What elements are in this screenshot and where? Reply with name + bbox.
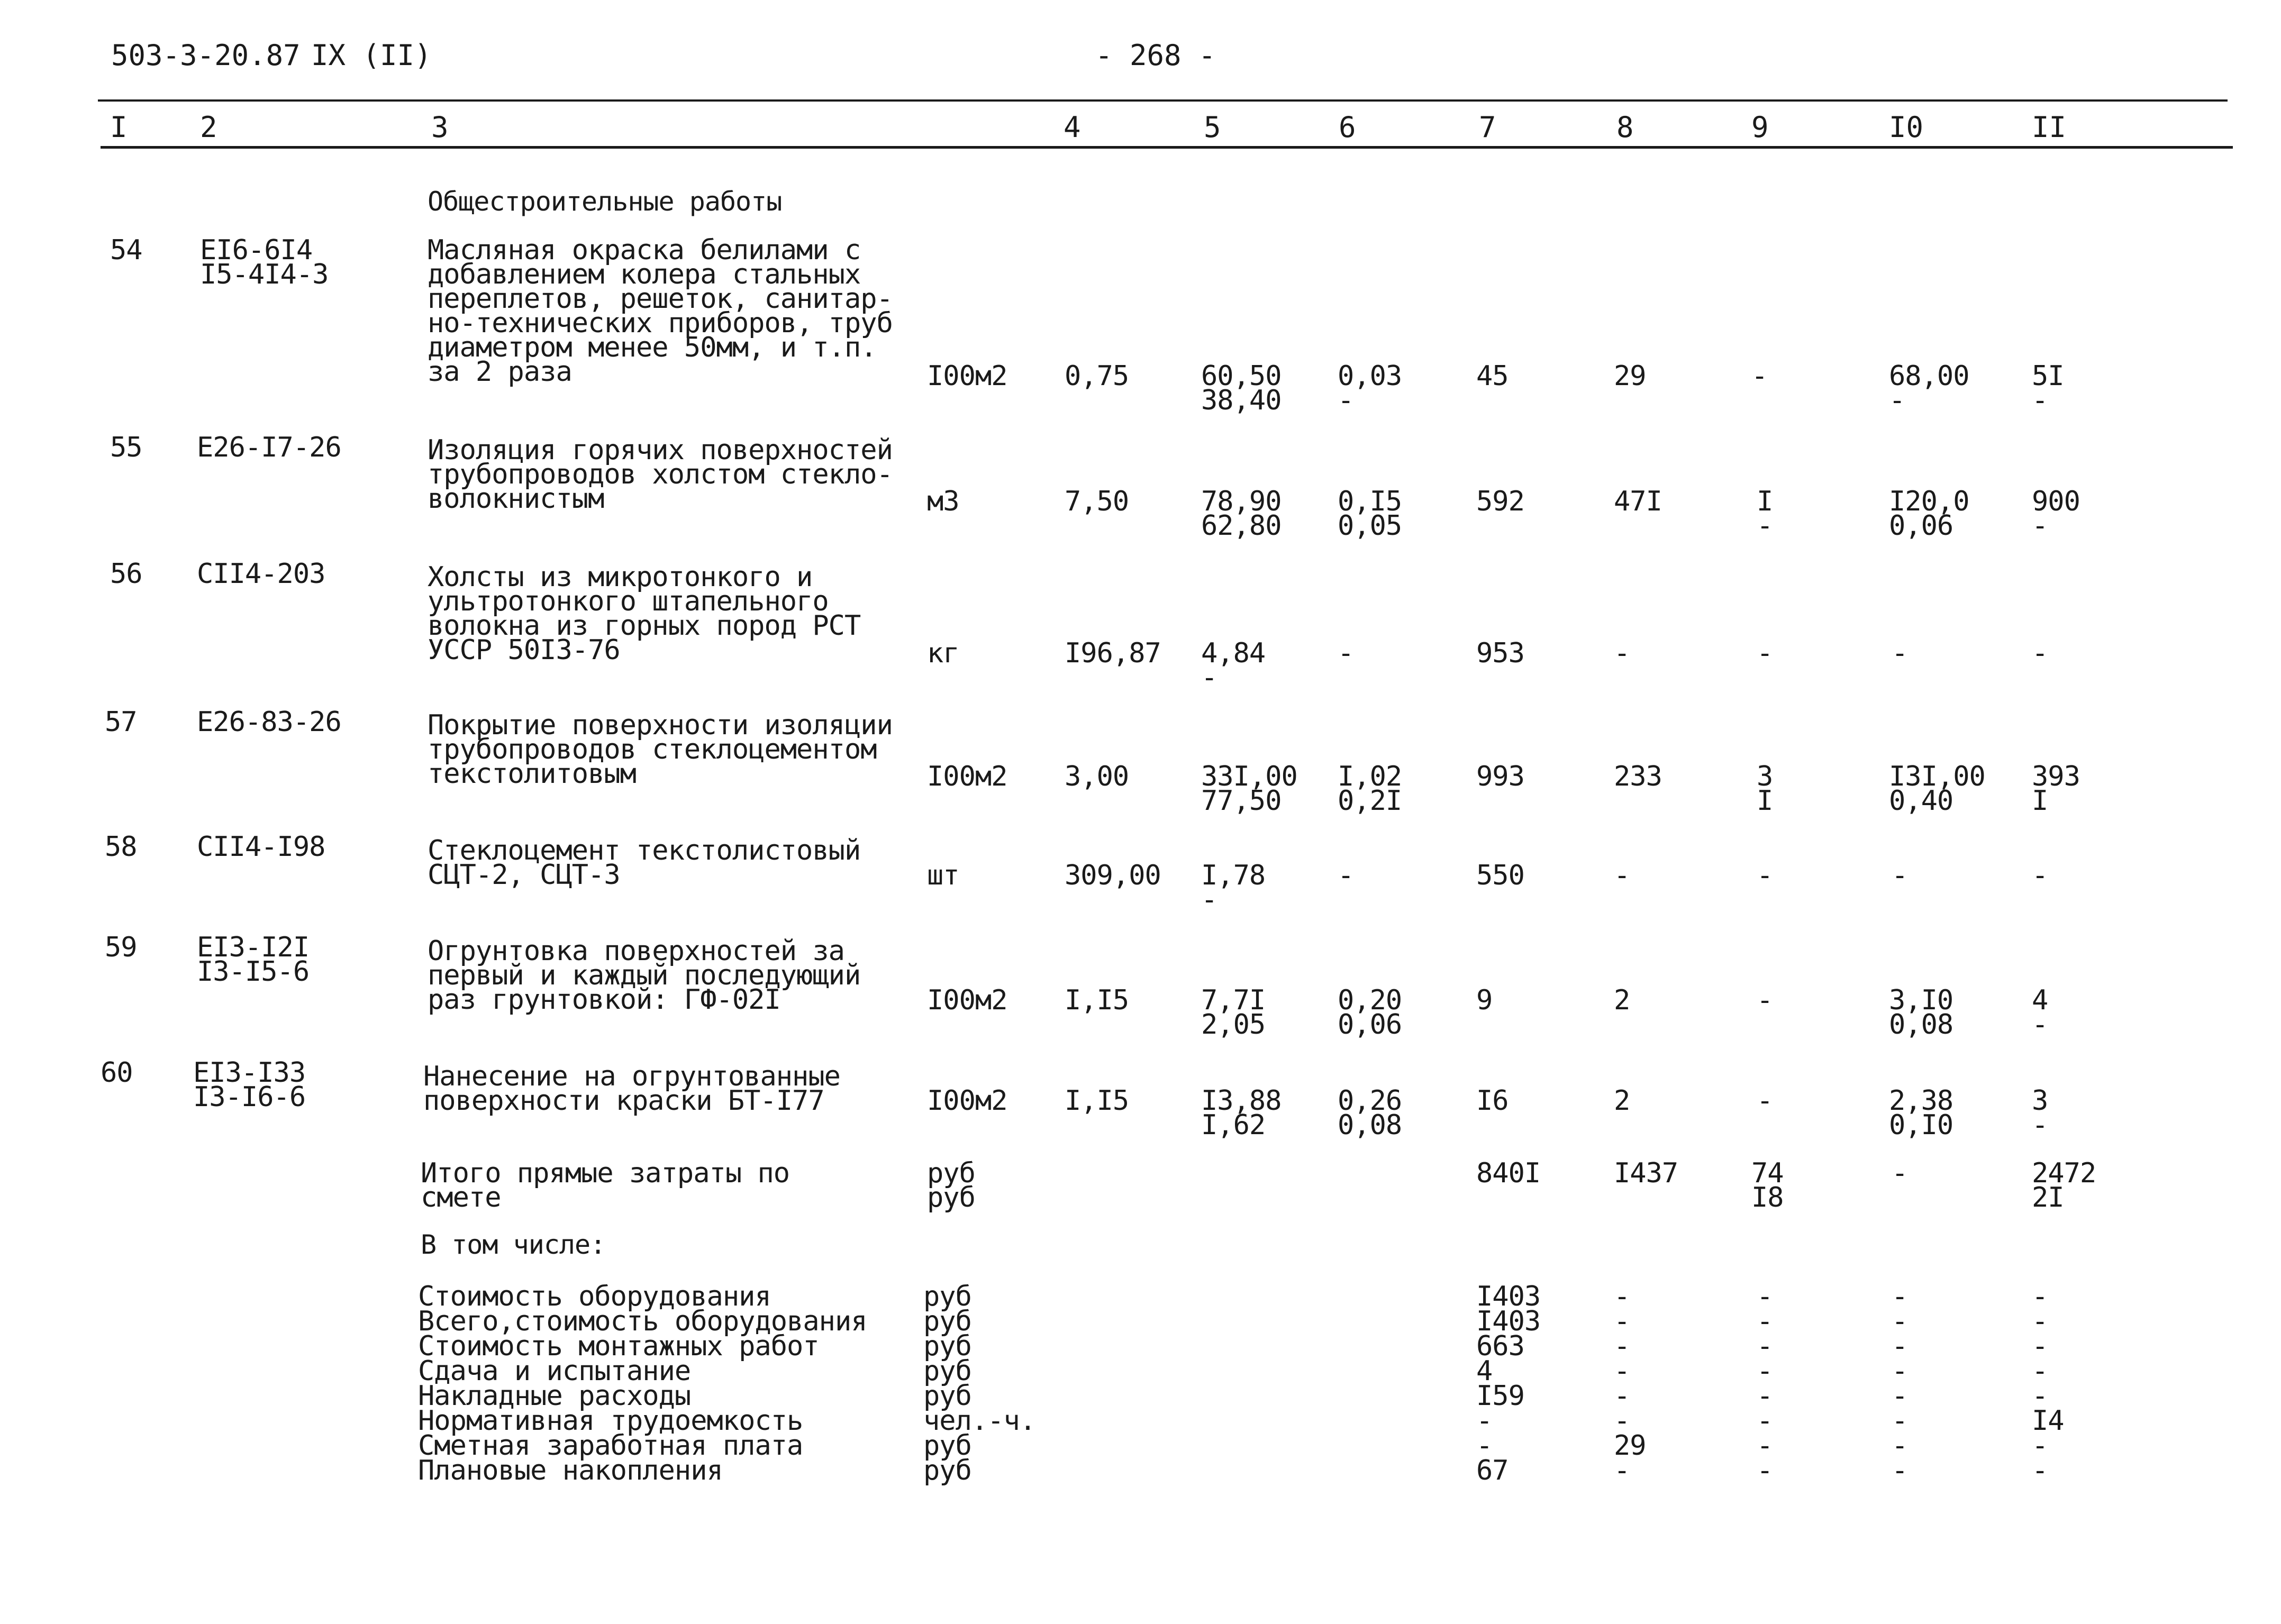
row-55-col5: 78,90 62,80 [1201, 486, 1282, 542]
row-60-number: 60 [101, 1057, 133, 1089]
row-57-col5: 33I,00 77,50 [1201, 761, 1297, 817]
row-56-number: 56 [110, 558, 142, 590]
row-60-quantity: I,I5 [1065, 1085, 1129, 1117]
summary-col10: - - - - - - - - [1892, 1281, 1908, 1486]
row-60-col11: 3 - [2032, 1085, 2048, 1141]
page-number: - 268 - [1095, 39, 1216, 72]
row-58-col11: - [2032, 860, 2048, 891]
column-header-5: 5 [1204, 111, 1221, 144]
row-55-code: E26-I7-26 [197, 432, 341, 463]
row-55-col11: 900 - [2032, 486, 2080, 542]
summary-col11: - - - - - I4 - - [2032, 1281, 2064, 1486]
row-57-number: 57 [105, 706, 137, 738]
row-59-col6: 0,20 0,06 [1338, 984, 1402, 1041]
row-58-number: 58 [105, 831, 137, 863]
row-56-unit: кг [927, 637, 959, 669]
row-59-col9: - [1757, 984, 1773, 1016]
total-label: Итого прямые затраты по смете [421, 1157, 790, 1214]
row-56-col6: - [1338, 637, 1354, 669]
row-54-code: EI6-6I4 I5-4I4-3 [200, 234, 329, 290]
row-56-col9: - [1757, 637, 1773, 669]
row-56-col8: - [1614, 637, 1630, 669]
column-header-6: 6 [1339, 111, 1356, 144]
section-title: Общестроительные работы [428, 186, 782, 217]
row-60-code: EI3-I33 I3-I6-6 [193, 1057, 306, 1113]
total-col7: 840I [1476, 1157, 1541, 1189]
row-56-col5: 4,84 - [1201, 637, 1266, 694]
row-59-unit: I00м2 [927, 984, 1007, 1016]
column-header-8: 8 [1616, 111, 1634, 144]
row-59-code: EI3-I2I I3-I5-6 [197, 932, 310, 988]
including-label: В том числе: [421, 1229, 606, 1260]
row-57-col7: 993 [1476, 761, 1524, 792]
total-unit: руб руб [927, 1157, 975, 1214]
row-54-col6: 0,03 - [1338, 360, 1402, 416]
row-60-col7: I6 [1476, 1085, 1508, 1117]
row-59-col11: 4 - [2032, 984, 2048, 1041]
column-header-11: II [2032, 111, 2067, 144]
row-59-col5: 7,7I 2,05 [1201, 984, 1266, 1041]
summary-units: руб руб руб руб руб чел.-ч. руб руб [923, 1281, 1036, 1486]
column-header-10: I0 [1889, 111, 1924, 144]
row-57-col11: 393 I [2032, 761, 2080, 817]
row-54-col5: 60,50 38,40 [1201, 360, 1282, 416]
row-59-col7: 9 [1476, 984, 1493, 1016]
row-55-col10: I20,0 0,06 [1889, 486, 1969, 542]
column-header-1: I [110, 111, 128, 144]
row-58-quantity: 309,00 [1065, 860, 1161, 891]
row-54-number: 54 [110, 234, 142, 266]
total-col8: I437 [1614, 1157, 1678, 1189]
row-55-number: 55 [110, 432, 142, 463]
table-header-rule [101, 146, 2233, 149]
row-58-col10: - [1892, 860, 1908, 891]
row-57-code: E26-83-26 [197, 706, 341, 738]
row-59-col8: 2 [1614, 984, 1630, 1016]
row-56-quantity: I96,87 [1065, 637, 1161, 669]
summary-labels: Стоимость оборудования Всего,стоимость оборудования Стоимость монтажных работ Сдача и испытание Накладные расходы Нормативная трудоемкость Сметная заработная плата Плановые накопления [418, 1281, 867, 1486]
row-55-unit: м3 [927, 486, 959, 517]
row-57-quantity: 3,00 [1065, 761, 1129, 792]
row-54-col9: - [1751, 360, 1768, 392]
column-header-4: 4 [1064, 111, 1081, 144]
row-55-description: Изоляция горячих поверхностей трубопроводов холстом стекло- волокнистым [428, 434, 893, 515]
row-60-col5: I3,88 I,62 [1201, 1085, 1282, 1141]
row-55-col8: 47I [1614, 486, 1662, 517]
row-60-unit: I00м2 [927, 1085, 1007, 1117]
column-header-3: 3 [431, 111, 449, 144]
row-56-col7: 953 [1476, 637, 1524, 669]
row-59-description: Огрунтовка поверхностей за первый и каждый последующий раз грунтовкой: ГФ-02I [428, 935, 861, 1016]
row-60-description: Нанесение на огрунтованные поверхности краски БТ-I77 [423, 1061, 840, 1117]
column-header-2: 2 [200, 111, 217, 144]
total-col10: - [1892, 1157, 1908, 1189]
row-55-col7: 592 [1476, 486, 1524, 517]
row-55-col6: 0,I5 0,05 [1338, 486, 1402, 542]
row-60-col9: - [1757, 1085, 1773, 1117]
row-54-col7: 45 [1476, 360, 1508, 392]
row-56-description: Холсты из микротонкого и ультротонкого штапельного волокна из горных пород РСТ УССР 50I3-76 [428, 561, 861, 666]
row-55-quantity: 7,50 [1065, 486, 1129, 517]
row-54-description: Масляная окраска белилами с добавлением колера стальных переплетов, решеток, санитар- но-технических приборов, труб диаметром менее 50мм, и т.п. за 2 раза [428, 234, 893, 388]
row-60-col10: 2,38 0,I0 [1889, 1085, 1953, 1141]
summary-col7: I403 I403 663 4 I59 - - 67 [1476, 1281, 1541, 1486]
document-code: 503-3-20.87 [111, 39, 301, 72]
row-57-col9: 3 I [1757, 761, 1773, 817]
total-col11: 2472 2I [2032, 1157, 2096, 1214]
row-54-col8: 29 [1614, 360, 1646, 392]
row-58-col5: I,78 - [1201, 860, 1266, 916]
row-57-col8: 233 [1614, 761, 1662, 792]
row-60-col6: 0,26 0,08 [1338, 1085, 1402, 1141]
row-57-col6: I,02 0,2I [1338, 761, 1402, 817]
row-58-col9: - [1757, 860, 1773, 891]
row-56-col10: - [1892, 637, 1908, 669]
row-56-code: CII4-203 [197, 558, 325, 590]
row-54-quantity: 0,75 [1065, 360, 1129, 392]
row-57-col10: I3I,00 0,40 [1889, 761, 1985, 817]
column-header-7: 7 [1479, 111, 1496, 144]
row-58-unit: шт [927, 860, 959, 891]
document-part: IX (II) [311, 39, 432, 72]
total-col9: 74 I8 [1751, 1157, 1784, 1214]
row-58-col8: - [1614, 860, 1630, 891]
row-57-description: Покрытие поверхности изоляции трубопроводов стеклоцементом текстолитовым [428, 709, 893, 790]
row-58-col7: 550 [1476, 860, 1524, 891]
row-58-description: Стеклоцемент текстолистовый СЦТ-2, СЦТ-3 [428, 835, 861, 891]
table-top-rule [98, 99, 2228, 102]
row-56-col11: - [2032, 637, 2048, 669]
row-58-code: CII4-I98 [197, 831, 325, 863]
row-58-col6: - [1338, 860, 1354, 891]
summary-col9: - - - - - - - - [1757, 1281, 1773, 1486]
row-59-quantity: I,I5 [1065, 984, 1129, 1016]
row-60-col8: 2 [1614, 1085, 1630, 1117]
row-59-col10: 3,I0 0,08 [1889, 984, 1953, 1041]
row-54-unit: I00м2 [927, 360, 1007, 392]
row-55-col9: I - [1757, 486, 1773, 542]
row-54-col11: 5I - [2032, 360, 2064, 416]
row-54-col10: 68,00 - [1889, 360, 1969, 416]
summary-col8: - - - - - - 29 - [1614, 1281, 1646, 1486]
row-57-unit: I00м2 [927, 761, 1007, 792]
column-header-9: 9 [1751, 111, 1769, 144]
row-59-number: 59 [105, 932, 137, 963]
